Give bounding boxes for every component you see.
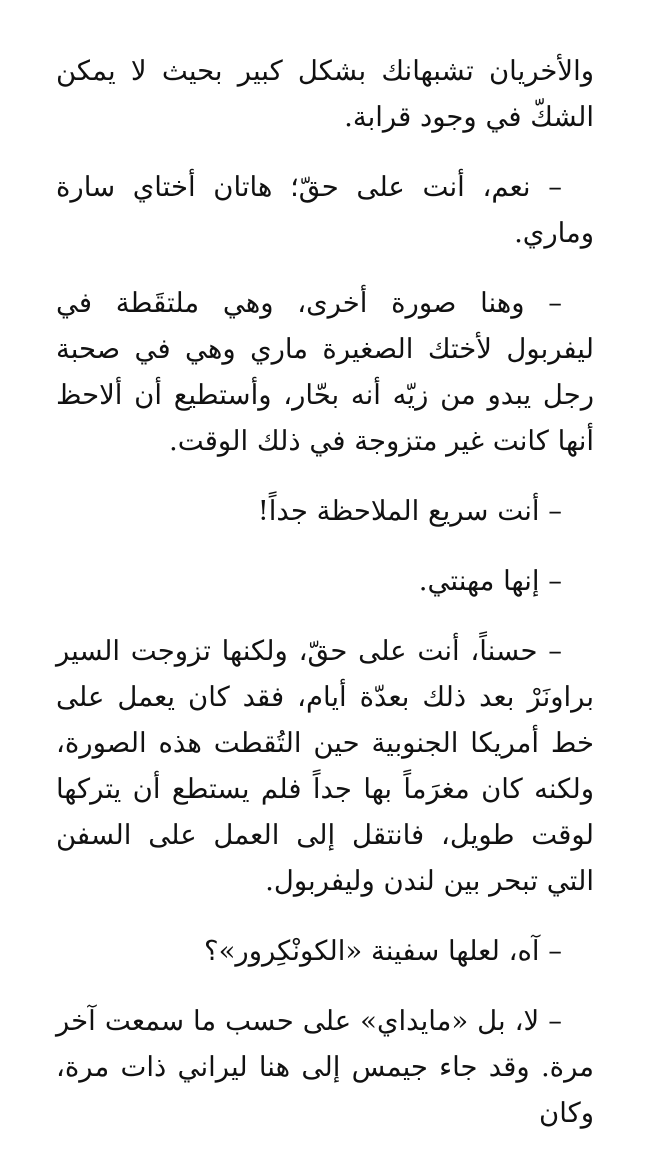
dialogue-paragraph: – نعم، أنت على حقّ؛ هاتان أختاي سارة وماري. xyxy=(56,171,594,249)
dialogue-paragraph: – آه، لعلها سفينة «الكونْكِرور»؟ xyxy=(204,935,562,967)
dialogue-paragraph: – إنها مهنتي. xyxy=(418,565,562,597)
dialogue-paragraph: – لا، بل «مايداي» على حسب ما سمعت آخر مرة. وقد جاء جيمس إلى هنا ليراني ذات مرة، وكان xyxy=(56,1005,594,1129)
document-page xyxy=(56,48,594,1160)
dialogue-paragraph: – حسناً، أنت على حقّ، ولكنها تزوجت السير براونَرْ بعد ذلك بعدّة أيام، فقد كان يعمل على خط أمريكا الجنوبية حين التُقطت هذه الصورة، ولكنه كان مغرَماً بها جداً فلم يستطع أن يتركها لوقت طويل، فانتقل إلى العمل على السفن التي تبحر بين لندن وليفربول. xyxy=(56,635,594,897)
paragraph-continuation: والأخريان تشبهانك بشكل كبير بحيث لا يمكن الشكّ في وجود قرابة. xyxy=(56,55,594,133)
dialogue-paragraph: – أنت سريع الملاحظة جداً! xyxy=(257,495,562,527)
dialogue-paragraph: – وهنا صورة أخرى، وهي ملتقَطة في ليفربول لأختك الصغيرة ماري وهي في صحبة رجل يبدو من زيّه أنه بحّار، وأستطيع أن ألاحظ أنها كانت غير متزوجة في ذلك الوقت. xyxy=(56,287,594,457)
